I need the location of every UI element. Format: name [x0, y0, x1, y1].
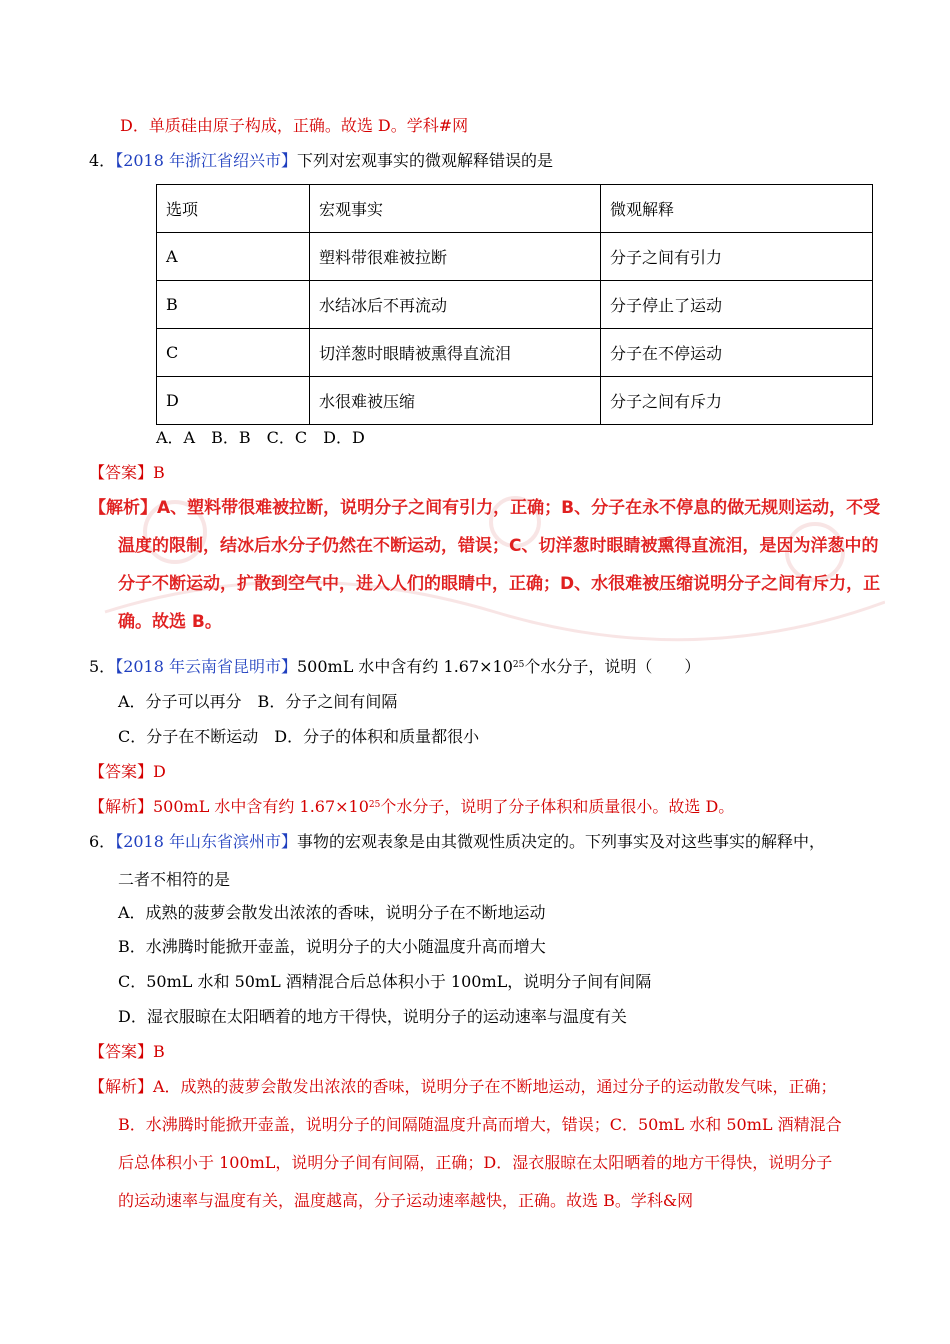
- prev-answer-line: D．单质硅由原子构成，正确。故选 D。学科#网: [120, 116, 469, 135]
- exponent: 25: [368, 800, 381, 810]
- question-6-analysis-line: B．水沸腾时能掀开壶盖，说明分子的间隔随温度升高而增大，错误；C．50mL 水和 50mL 酒精混合: [118, 1115, 842, 1134]
- question-text: 下列对宏观事实的微观解释错误的是: [297, 151, 554, 170]
- question-source: 【2018 年云南省昆明市】: [115, 657, 297, 676]
- question-source: 【2018 年山东省滨州市】: [115, 832, 297, 851]
- question-6-stem: [89, 831, 825, 853]
- question-5-stem: [89, 656, 700, 678]
- question-5-analysis: [89, 796, 734, 818]
- question-4-answer: 【答案】B: [89, 463, 165, 482]
- question-4-analysis-line: 确。故选 B。: [118, 612, 222, 632]
- table-cell: A: [157, 233, 310, 281]
- table-row: [157, 377, 873, 425]
- question-6-analysis-line: 的运动速率与温度有关，温度越高，分子运动速率越快，正确。故选 B。学科&网: [118, 1191, 694, 1210]
- table-cell: 塑料带很难被拉断: [310, 233, 601, 281]
- question-6-option: D．湿衣服晾在太阳晒着的地方干得快，说明分子的运动速率与温度有关: [118, 1007, 627, 1026]
- table-cell: 水很难被压缩: [310, 377, 601, 425]
- question-4-choices: A．A B．B C．C D．D: [156, 428, 365, 447]
- question-6-option: A．成熟的菠萝会散发出浓浓的香味，说明分子在不断地运动: [118, 903, 546, 922]
- question-6-answer: 【答案】B: [89, 1042, 165, 1061]
- question-4-analysis-line: 温度的限制，结冰后水分子仍然在不断运动，错误；C、切洋葱时眼睛被熏得直流泪，是因为洋葱中的: [118, 536, 879, 556]
- table-cell: D: [157, 377, 310, 425]
- question-text: 个水分子，说明（ ）: [524, 657, 701, 676]
- table-cell: 分子停止了运动: [601, 281, 873, 329]
- question-6-analysis-line: 后总体积小于 100mL，说明分子间有间隔，正确；D．湿衣服晾在太阳晒着的地方干得快，说明分子: [118, 1153, 833, 1172]
- question-6-analysis-line: 【解析】A．成熟的菠萝会散发出浓浓的香味，说明分子在不断地运动，通过分子的运动散发气味，正确；: [89, 1077, 837, 1096]
- question-6-stem-cont: 二者不相符的是: [118, 870, 231, 889]
- table-cell: 切洋葱时眼睛被熏得直流泪: [310, 329, 601, 377]
- question-5-answer: 【答案】D: [89, 762, 166, 781]
- table-cell: 分子在不停运动: [601, 329, 873, 377]
- question-number: 6．: [89, 832, 116, 851]
- question-4-analysis-line: 【解析】A、塑料带很难被拉断，说明分子之间有引力，正确；B、分子在永不停息的做无规则运动，不受: [89, 498, 881, 518]
- question-6-option: B．水沸腾时能掀开壶盖，说明分子的大小随温度升高而增大: [118, 937, 546, 956]
- table-cell: 分子之间有引力: [601, 233, 873, 281]
- table-header-cell: 选项: [157, 185, 310, 233]
- table-row: [157, 281, 873, 329]
- exponent: 25: [512, 660, 525, 670]
- question-source: 【2018 年浙江省绍兴市】: [115, 151, 297, 170]
- table-row: [157, 329, 873, 377]
- question-6-option: C．50mL 水和 50mL 酒精混合后总体积小于 100mL，说明分子间有间隔: [118, 972, 652, 991]
- analysis-text: 个水分子，说明了分子体积和质量很小。故选 D。: [380, 797, 735, 816]
- table-cell: B: [157, 281, 310, 329]
- table-header-cell: 宏观事实: [310, 185, 601, 233]
- options-table: [156, 184, 873, 425]
- table-cell: 水结冰后不再流动: [310, 281, 601, 329]
- table-header-cell: 微观解释: [601, 185, 873, 233]
- question-text: 500mL 水中含有约 1.67×10: [297, 657, 513, 676]
- table-row: [157, 233, 873, 281]
- question-text: 事物的宏观表象是由其微观性质决定的。下列事实及对这些事实的解释中，: [297, 832, 826, 851]
- analysis-text: 【解析】500mL 水中含有约 1.67×10: [89, 797, 369, 816]
- question-5-option-line: C．分子在不断运动 D．分子的体积和质量都很小: [118, 727, 480, 746]
- table-header-row: [157, 185, 873, 233]
- question-4-analysis-line: 分子不断运动，扩散到空气中，进入人们的眼睛中，正确；D、水很难被压缩说明分子之间有斥力，正: [118, 574, 881, 594]
- question-number: 5．: [89, 657, 116, 676]
- question-number: 4．: [89, 151, 116, 170]
- question-5-option-line: A．分子可以再分 B．分子之间有间隔: [118, 692, 398, 711]
- table-cell: C: [157, 329, 310, 377]
- table-cell: 分子之间有斥力: [601, 377, 873, 425]
- question-4-stem: [89, 150, 553, 172]
